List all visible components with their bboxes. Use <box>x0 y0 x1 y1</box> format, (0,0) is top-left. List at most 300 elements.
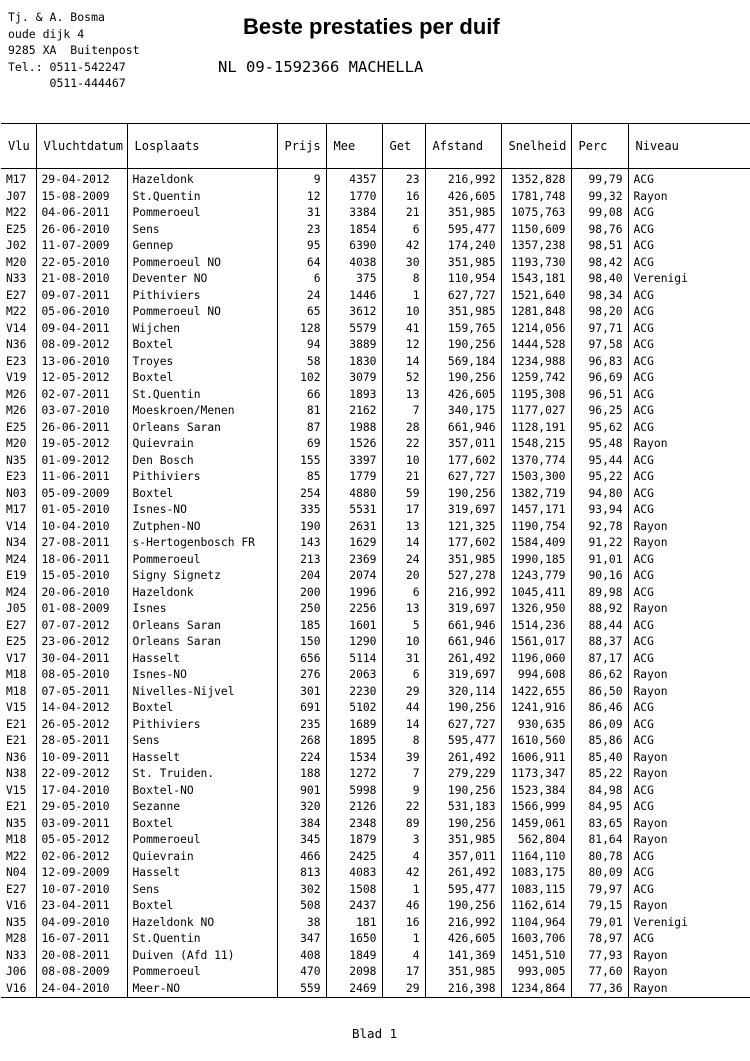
table-cell: 216,992 <box>425 915 501 932</box>
table-cell: 8 <box>382 271 425 288</box>
table-cell: 1451,510 <box>501 948 571 965</box>
table-cell: E23 <box>6 470 27 483</box>
table-cell: 128 <box>277 321 326 338</box>
table-cell: Quievrain <box>127 849 277 866</box>
table-cell: 319,697 <box>425 502 501 519</box>
table-cell: 05-06-2010 <box>36 304 127 321</box>
table-cell: ACG <box>628 733 750 750</box>
table-cell: 1190,754 <box>501 519 571 536</box>
table-cell: 1173,347 <box>501 766 571 783</box>
table-cell: 335 <box>277 502 326 519</box>
table-cell: 1770 <box>326 189 382 206</box>
table-row <box>1 271 750 288</box>
table-cell: 1503,300 <box>501 469 571 486</box>
table-cell: 1606,911 <box>501 750 571 767</box>
table-cell: M26 <box>6 404 27 417</box>
table-cell: 569,184 <box>425 354 501 371</box>
table-cell: ACG <box>628 552 750 569</box>
table-cell: 1128,191 <box>501 420 571 437</box>
table-cell: 10-09-2011 <box>36 750 127 767</box>
column-header: Vlu <box>1 124 36 169</box>
table-cell: 15-08-2009 <box>36 189 127 206</box>
table-cell: 351,985 <box>425 832 501 849</box>
table-cell: E27 <box>6 288 27 302</box>
table-cell: 1083,175 <box>501 865 571 882</box>
table-cell: 993,005 <box>501 964 571 981</box>
address-street: oude dijk 4 <box>8 26 85 41</box>
table-cell: Boxtel <box>127 898 277 915</box>
table-cell: Rayon <box>628 436 750 453</box>
table-cell: J02 <box>6 239 27 252</box>
table-cell: V19 <box>6 371 27 384</box>
table-cell: J05 <box>6 602 27 615</box>
table-cell: ACG <box>628 700 750 717</box>
table-cell: 2230 <box>326 684 382 701</box>
table-cell: 97,71 <box>571 321 628 338</box>
table-cell: 1241,916 <box>501 700 571 717</box>
table-cell: 02-07-2011 <box>36 387 127 404</box>
table-cell: St.Quentin <box>127 931 277 948</box>
table-cell: V15 <box>6 783 27 797</box>
table-cell: 340,175 <box>425 403 501 420</box>
table-cell: Rayon <box>628 898 750 915</box>
table-cell: 994,608 <box>501 667 571 684</box>
table-cell: ACG <box>628 205 750 222</box>
table-cell: 94 <box>277 337 326 354</box>
table-cell: 58 <box>277 354 326 371</box>
table-cell: ACG <box>628 387 750 404</box>
table-cell: ACG <box>628 453 750 470</box>
table-cell: 2098 <box>326 964 382 981</box>
table-cell: 08-05-2010 <box>36 667 127 684</box>
table-cell: 92,78 <box>571 519 628 536</box>
table-cell: 3889 <box>326 337 382 354</box>
table-cell: Den Bosch <box>127 453 277 470</box>
table-cell: 1352,828 <box>501 169 571 189</box>
table-cell: 5 <box>382 618 425 635</box>
table-cell: V16 <box>1 981 36 998</box>
table-cell: Rayon <box>628 816 750 833</box>
table-cell: Hazeldonk NO <box>127 915 277 932</box>
table-cell: Rayon <box>628 750 750 767</box>
table-cell: Rayon <box>628 948 750 965</box>
table-cell: 7 <box>382 403 425 420</box>
table-cell: 190,256 <box>425 898 501 915</box>
table-cell: 1988 <box>326 420 382 437</box>
table-cell: 1459,061 <box>501 816 571 833</box>
table-cell: 1290 <box>326 634 382 651</box>
table-cell: 174,240 <box>425 238 501 255</box>
table-cell: 1045,411 <box>501 585 571 602</box>
table-cell: N04 <box>6 866 27 879</box>
table-cell: Pommeroeul <box>127 205 277 222</box>
table-cell: V16 <box>6 899 27 912</box>
table-cell: 96,25 <box>571 403 628 420</box>
table-cell: 66 <box>277 387 326 404</box>
table-cell: 99,79 <box>571 169 628 189</box>
table-cell: 1382,719 <box>501 486 571 503</box>
table-cell: 12-05-2012 <box>36 370 127 387</box>
table-cell: 87,17 <box>571 651 628 668</box>
table-cell: 426,605 <box>425 189 501 206</box>
table-cell: 93,94 <box>571 502 628 519</box>
table-cell: M24 <box>6 552 27 566</box>
table-cell: 31 <box>277 205 326 222</box>
table-cell: 1 <box>382 882 425 899</box>
table-cell: 98,76 <box>571 222 628 239</box>
table-cell: 2074 <box>326 568 382 585</box>
address-city: 9285 XA Buitenpost <box>8 43 140 57</box>
table-cell: 99,08 <box>571 205 628 222</box>
table-cell: 261,492 <box>425 865 501 882</box>
table-cell: 26-06-2010 <box>36 222 127 239</box>
table-row <box>1 898 750 915</box>
table-cell: M17 <box>6 503 27 516</box>
table-cell: 12-09-2009 <box>36 865 127 882</box>
table-row <box>1 585 750 602</box>
table-cell: Quievrain <box>127 436 277 453</box>
table-cell: 14-04-2012 <box>36 700 127 717</box>
table-row <box>1 255 750 272</box>
table-cell: 508 <box>277 898 326 915</box>
table-cell: E21 <box>6 717 27 731</box>
table-cell: 1854 <box>326 222 382 239</box>
table-cell: 1521,640 <box>501 288 571 305</box>
table-row <box>1 486 750 503</box>
table-cell: 95,44 <box>571 453 628 470</box>
table-cell: 2425 <box>326 849 382 866</box>
table-cell: 21 <box>382 469 425 486</box>
table-cell: 1689 <box>326 717 382 734</box>
table-cell: 86,50 <box>571 684 628 701</box>
table-cell: 42 <box>382 865 425 882</box>
table-cell: M18 <box>6 684 27 698</box>
table-cell: 95,22 <box>571 469 628 486</box>
table-cell: Deventer NO <box>127 271 277 288</box>
table-cell: 04-06-2011 <box>36 205 127 222</box>
table-cell: 23 <box>382 169 425 189</box>
table-cell: 85,86 <box>571 733 628 750</box>
table-cell: 213 <box>277 552 326 569</box>
table-cell: M22 <box>6 305 27 318</box>
table-cell: 6 <box>277 271 326 288</box>
table-cell: 351,985 <box>425 205 501 222</box>
table-cell: Isnes <box>127 601 277 618</box>
table-cell: 2256 <box>326 601 382 618</box>
table-cell: 351,985 <box>425 552 501 569</box>
column-header: Vluchtdatum <box>36 124 127 169</box>
table-cell: 86,62 <box>571 667 628 684</box>
table-row <box>1 420 750 437</box>
table-cell: 200 <box>277 585 326 602</box>
table-row <box>1 799 750 816</box>
table-cell: Rayon <box>628 981 750 998</box>
table-cell: 319,697 <box>425 667 501 684</box>
table-cell: E21 <box>6 800 27 813</box>
table-cell: 46 <box>382 898 425 915</box>
table-cell: 23 <box>277 222 326 239</box>
table-cell: 84,95 <box>571 799 628 816</box>
table-cell: 16 <box>382 915 425 932</box>
table-row <box>1 321 750 338</box>
table-cell: 357,011 <box>425 436 501 453</box>
table-cell: 96,83 <box>571 354 628 371</box>
table-cell: E25 <box>6 420 27 434</box>
table-cell: 9 <box>277 169 326 189</box>
table-cell: 216,992 <box>425 585 501 602</box>
table-cell: E19 <box>6 569 27 582</box>
table-cell: 16 <box>382 189 425 206</box>
table-cell: 24 <box>382 552 425 569</box>
table-cell: 177,602 <box>425 535 501 552</box>
table-cell: 190,256 <box>425 486 501 503</box>
table-cell: 1523,384 <box>501 783 571 800</box>
table-cell: 1526 <box>326 436 382 453</box>
table-cell: N36 <box>6 750 27 764</box>
table-cell: 1326,950 <box>501 601 571 618</box>
table-cell: 2631 <box>326 519 382 536</box>
table-row <box>1 733 750 750</box>
table-cell: 88,44 <box>571 618 628 635</box>
table-cell: Pommeroeul <box>127 552 277 569</box>
table-cell: 204 <box>277 568 326 585</box>
table-cell: 7 <box>382 766 425 783</box>
table-cell: 177,602 <box>425 453 501 470</box>
table-cell: 1083,115 <box>501 882 571 899</box>
table-row <box>1 849 750 866</box>
table-cell: 85,40 <box>571 750 628 767</box>
column-header: Niveau <box>628 124 750 169</box>
table-cell: N03 <box>6 486 27 500</box>
table-cell: ACG <box>628 783 750 800</box>
table-cell: 81 <box>277 403 326 420</box>
table-cell: 79,15 <box>571 898 628 915</box>
table-cell: Sens <box>127 733 277 750</box>
table-cell: 11-07-2009 <box>36 238 127 255</box>
table-cell: 5114 <box>326 651 382 668</box>
table-cell: 07-05-2011 <box>36 684 127 701</box>
table-cell: 5102 <box>326 700 382 717</box>
table-cell: 9 <box>382 783 425 800</box>
column-header: Afstand <box>425 124 501 169</box>
table-cell: 1879 <box>326 832 382 849</box>
table-cell: 20-06-2010 <box>36 585 127 602</box>
table-cell: Rayon <box>628 667 750 684</box>
table-cell: M28 <box>6 932 27 945</box>
table-cell: 2437 <box>326 898 382 915</box>
table-cell: 13 <box>382 387 425 404</box>
table-cell: 10-04-2010 <box>36 519 127 536</box>
table-cell: Hasselt <box>127 651 277 668</box>
table-cell: Pithiviers <box>127 288 277 305</box>
table-cell: 190 <box>277 519 326 536</box>
table-cell: 03-09-2011 <box>36 816 127 833</box>
table-cell: Boxtel-NO <box>127 783 277 800</box>
table-cell: J07 <box>6 189 27 203</box>
table-cell: 85 <box>277 469 326 486</box>
table-cell: 21 <box>382 205 425 222</box>
table-cell: 09-04-2011 <box>36 321 127 338</box>
table-cell: 1893 <box>326 387 382 404</box>
table-cell: 01-08-2009 <box>36 601 127 618</box>
table-cell: 10 <box>382 304 425 321</box>
table-cell: 96,69 <box>571 370 628 387</box>
table-cell: 141,369 <box>425 948 501 965</box>
table-cell: 345 <box>277 832 326 849</box>
table-cell: 466 <box>277 849 326 866</box>
table-row <box>1 882 750 899</box>
table-row <box>1 618 750 635</box>
table-cell: ACG <box>628 717 750 734</box>
table-row <box>1 519 750 536</box>
table-cell: 95,62 <box>571 420 628 437</box>
table-cell: 1243,779 <box>501 568 571 585</box>
table-cell: 261,492 <box>425 750 501 767</box>
table-cell: 1444,528 <box>501 337 571 354</box>
table-row <box>1 865 750 882</box>
table-cell: 190,256 <box>425 370 501 387</box>
table-cell: 84,98 <box>571 783 628 800</box>
table-cell: 6 <box>382 667 425 684</box>
table-cell: N36 <box>6 338 27 351</box>
table-cell: 190,256 <box>425 783 501 800</box>
table-cell: 155 <box>277 453 326 470</box>
table-cell: Boxtel <box>127 700 277 717</box>
table-cell: 384 <box>277 816 326 833</box>
table-cell: 1177,027 <box>501 403 571 420</box>
table-row <box>1 288 750 305</box>
table-cell: 6390 <box>326 238 382 255</box>
table-cell: 216,398 <box>425 981 501 998</box>
table-cell: E21 <box>6 734 27 747</box>
table-cell: 1193,730 <box>501 255 571 272</box>
table-cell: ACG <box>628 420 750 437</box>
table-cell: 1195,308 <box>501 387 571 404</box>
table-cell: 42 <box>382 238 425 255</box>
table-cell: 01-05-2010 <box>36 502 127 519</box>
table-cell: 351,985 <box>425 304 501 321</box>
table-cell: 1534 <box>326 750 382 767</box>
table-cell: 80,09 <box>571 865 628 882</box>
table-cell: 224 <box>277 750 326 767</box>
table-cell: 22 <box>382 436 425 453</box>
table-cell: 4 <box>382 948 425 965</box>
table-row <box>1 948 750 965</box>
table-cell: 357,011 <box>425 849 501 866</box>
table-cell: 81,64 <box>571 832 628 849</box>
table-cell: 1272 <box>326 766 382 783</box>
table-cell: 14 <box>382 717 425 734</box>
table-cell: 1779 <box>326 469 382 486</box>
table-cell: ACG <box>628 238 750 255</box>
table-cell: Nivelles-Nijvel <box>127 684 277 701</box>
table-cell: 38 <box>277 915 326 932</box>
table-cell: 17-04-2010 <box>36 783 127 800</box>
table-cell: 80,78 <box>571 849 628 866</box>
table-cell: 426,605 <box>425 387 501 404</box>
table-cell: 88,37 <box>571 634 628 651</box>
table-cell: Boxtel <box>127 816 277 833</box>
table-cell: 14 <box>382 535 425 552</box>
table-cell: 1 <box>382 931 425 948</box>
table-cell: 559 <box>277 981 326 998</box>
table-cell: 08-09-2012 <box>36 337 127 354</box>
table-row <box>1 304 750 321</box>
table-cell: 08-08-2009 <box>36 964 127 981</box>
table-cell: Rayon <box>628 535 750 552</box>
table-cell: Hazeldonk <box>127 585 277 602</box>
table-cell: 6 <box>382 222 425 239</box>
table-cell: Rayon <box>628 832 750 849</box>
table-cell: 1075,763 <box>501 205 571 222</box>
table-row <box>1 337 750 354</box>
table-cell: Sezanne <box>127 799 277 816</box>
table-cell: Wijchen <box>127 321 277 338</box>
table-cell: 39 <box>382 750 425 767</box>
table-cell: Sens <box>127 882 277 899</box>
table-cell: ACG <box>628 255 750 272</box>
table-cell: V15 <box>6 701 27 714</box>
table-cell: N33 <box>6 272 27 285</box>
table-cell: 3079 <box>326 370 382 387</box>
table-cell: 2469 <box>326 981 382 998</box>
table-cell: Pommeroeul NO <box>127 304 277 321</box>
table-cell: 470 <box>277 964 326 981</box>
table-cell: 23-06-2012 <box>36 634 127 651</box>
table-cell: 1849 <box>326 948 382 965</box>
table-cell: 2162 <box>326 403 382 420</box>
table-row <box>1 816 750 833</box>
table-cell: 375 <box>326 271 382 288</box>
table-cell: 29 <box>382 684 425 701</box>
table-cell: ACG <box>628 486 750 503</box>
column-header: Losplaats <box>127 124 277 169</box>
table-cell: 97,58 <box>571 337 628 354</box>
table-cell: 09-07-2011 <box>36 288 127 305</box>
table-cell: V14 <box>6 321 27 335</box>
table-cell: 1281,848 <box>501 304 571 321</box>
table-cell: 320 <box>277 799 326 816</box>
table-cell: 1 <box>382 288 425 305</box>
table-cell: ACG <box>628 169 750 189</box>
table-cell: Boxtel <box>127 337 277 354</box>
address-name: Tj. & A. Bosma <box>8 10 105 24</box>
table-cell: E25 <box>6 635 27 648</box>
table-cell: 250 <box>277 601 326 618</box>
table-cell: Gennep <box>127 238 277 255</box>
table-cell: 13 <box>382 519 425 536</box>
table-row <box>1 403 750 420</box>
table-cell: 595,477 <box>425 222 501 239</box>
table-cell: ACG <box>628 370 750 387</box>
table-row <box>1 354 750 371</box>
table-cell: M17 <box>6 173 27 186</box>
table-cell: M18 <box>6 833 27 846</box>
table-cell: 121,325 <box>425 519 501 536</box>
table-cell: 181 <box>326 915 382 932</box>
table-cell: Zutphen-NO <box>127 519 277 536</box>
table-cell: 261,492 <box>425 651 501 668</box>
table-cell: 279,229 <box>425 766 501 783</box>
table-cell: Pithiviers <box>127 717 277 734</box>
pigeon-id: NL 09-1592366 MACHELLA <box>218 58 424 76</box>
table-cell: 12 <box>277 189 326 206</box>
table-cell: St.Quentin <box>127 387 277 404</box>
table-cell: N35 <box>6 816 27 830</box>
table-cell: 426,605 <box>425 931 501 948</box>
table-cell: ACG <box>628 288 750 305</box>
table-cell: 27-08-2011 <box>36 535 127 552</box>
